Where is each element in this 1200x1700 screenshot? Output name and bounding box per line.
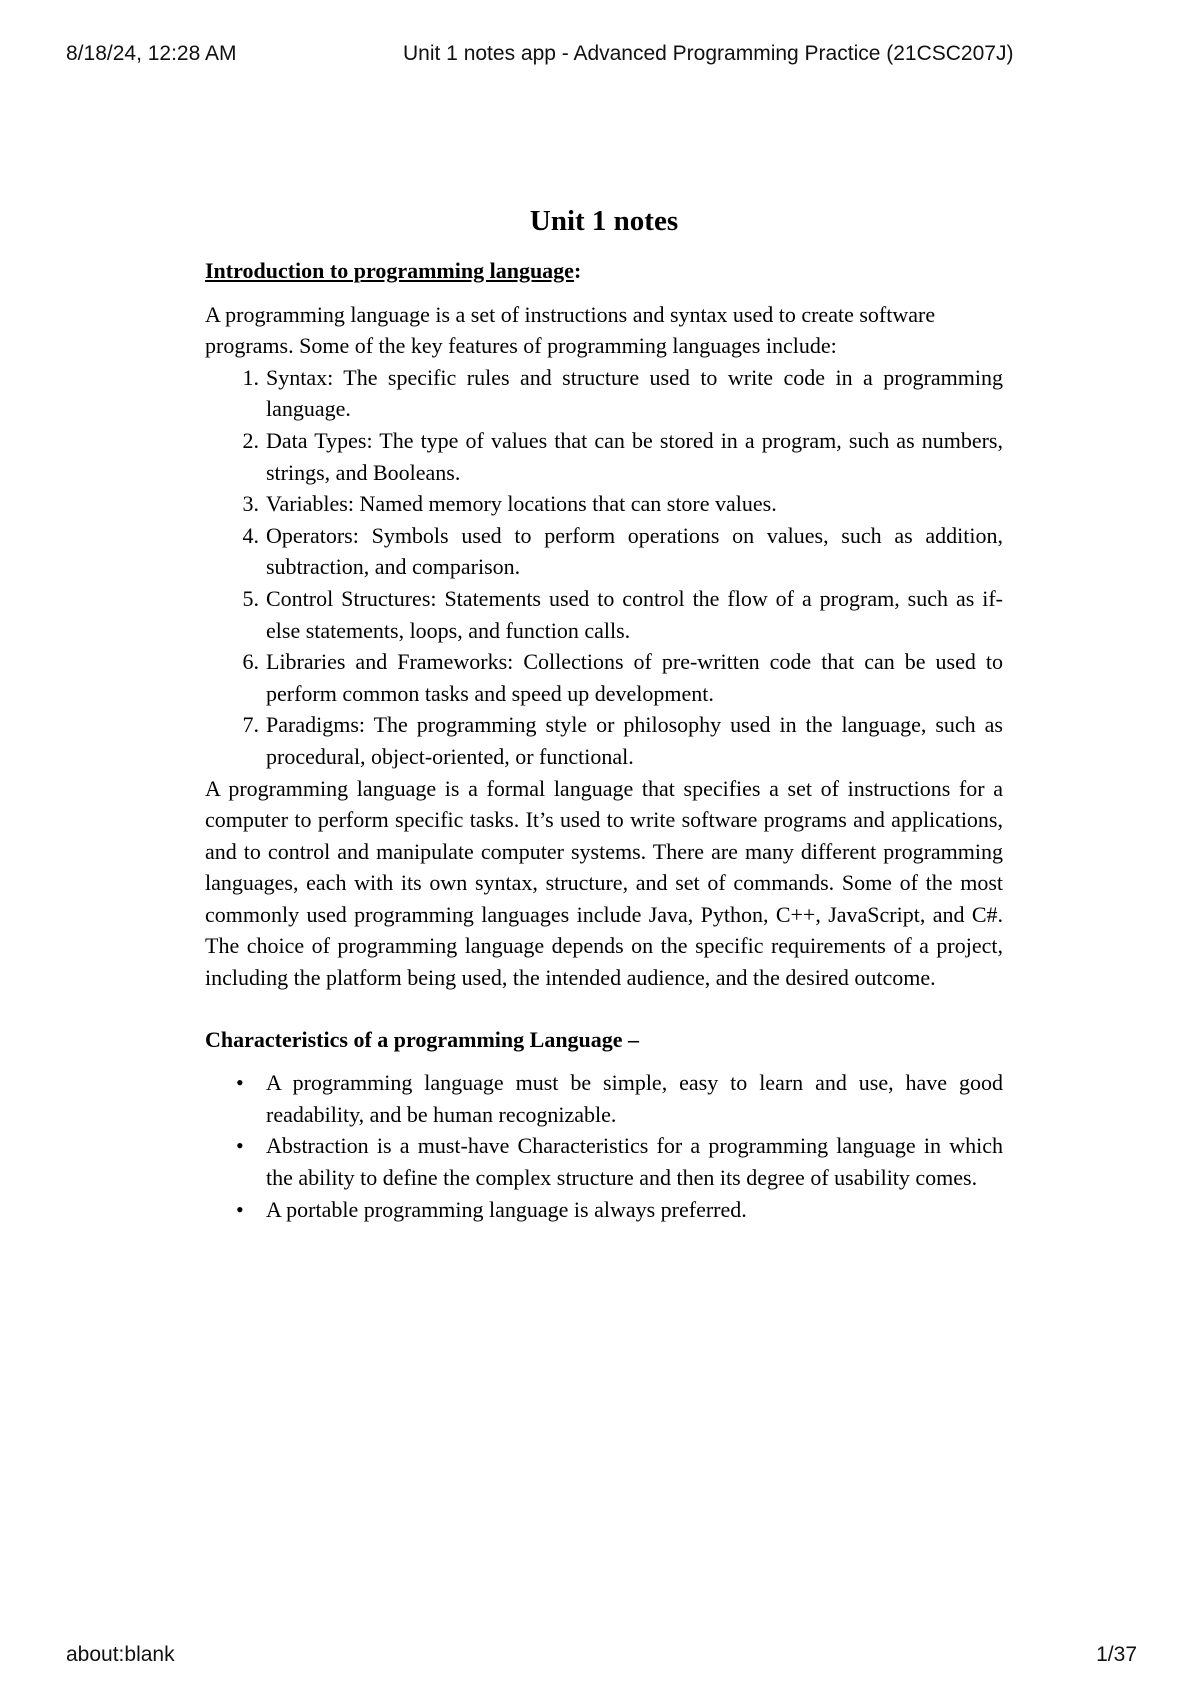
list-item-number: 2. <box>242 427 259 453</box>
section-heading-colon: : <box>573 258 582 283</box>
document-body <box>205 203 1003 1225</box>
list-item-number: 5. <box>242 585 259 611</box>
list-item <box>242 520 1003 583</box>
bullet-icon: • <box>236 1196 244 1222</box>
list-item-number: 1. <box>242 364 259 390</box>
body-paragraph: A programming language is a formal language that specifies a set of instructions for a computer to perform specific tasks. It’s used to write software programs and applications, and to control and manipulate computer systems. There are many different programming languages, each with its own syntax, structure, and set of commands. Some of the most commonly used programming languages include Java, Python, C++, JavaScript, and C#. The choice of programming language depends on the specific requirements of a project, including the platform being used, the intended audience, and the desired outcome. <box>205 775 1003 991</box>
list-item <box>242 362 1003 425</box>
list-item <box>236 1130 1003 1193</box>
print-url: about:blank <box>66 1643 175 1666</box>
list-item <box>242 425 1003 488</box>
list-item-number: 6. <box>242 649 259 675</box>
list-item-text: Control Structures: Statements used to control the flow of a program, such as if-else statements, loops, and function calls. <box>266 585 1003 643</box>
features-list <box>205 362 1003 773</box>
bullet-icon: • <box>236 1133 244 1159</box>
list-item-text: A programming language must be simple, easy to learn and use, have good readability, and be human recognizable. <box>266 1070 1003 1127</box>
list-item <box>242 709 1003 772</box>
document-title: Unit 1 notes <box>529 205 679 237</box>
list-item-text: A portable programming language is always preferred. <box>266 1196 747 1222</box>
list-item <box>242 646 1003 709</box>
section-heading-characteristics: Characteristics of a programming Language – <box>205 1026 640 1052</box>
section-heading-introduction <box>205 255 1003 287</box>
list-item-text: Abstraction is a must-have Characteristics for a programming language in which the ability to define the complex structure and then its degree of usability comes. <box>266 1133 1003 1191</box>
list-item-number: 3. <box>242 491 259 517</box>
print-page-indicator: 1/37 <box>1096 1643 1137 1666</box>
list-item-text: Libraries and Frameworks: Collections of pre-written code that can be used to perform common tasks and speed up development. <box>266 649 1003 706</box>
intro-paragraph: A programming language is a set of instructions and syntax used to create software programs. Some of the key features of programming languages include: <box>205 301 936 359</box>
list-item <box>236 1067 1003 1130</box>
print-datetime: 8/18/24, 12:28 AM <box>66 42 237 65</box>
list-item-number: 7. <box>242 712 259 738</box>
list-item-text: Paradigms: The programming style or philosophy used in the language, such as procedural, object-oriented, or functional. <box>266 712 1003 769</box>
list-item-text: Syntax: The specific rules and structure used to write code in a programming language. <box>266 364 1003 422</box>
list-item <box>236 1194 1003 1226</box>
print-page-title: Unit 1 notes app - Advanced Programming Practice (21CSC207J) <box>403 42 1014 65</box>
list-item <box>242 488 1003 520</box>
list-item-text: Variables: Named memory locations that can store values. <box>266 491 777 517</box>
list-item-text: Operators: Symbols used to perform operations on values, such as addition, subtraction, and comparison. <box>266 522 1003 580</box>
list-item <box>242 583 1003 646</box>
list-item-number: 4. <box>242 522 259 548</box>
characteristics-list <box>205 1067 1003 1225</box>
bullet-icon: • <box>236 1070 244 1096</box>
section-heading-introduction-text: Introduction to programming language <box>205 258 574 283</box>
list-item-text: Data Types: The type of values that can be stored in a program, such as numbers, strings, and Booleans. <box>266 427 1003 485</box>
